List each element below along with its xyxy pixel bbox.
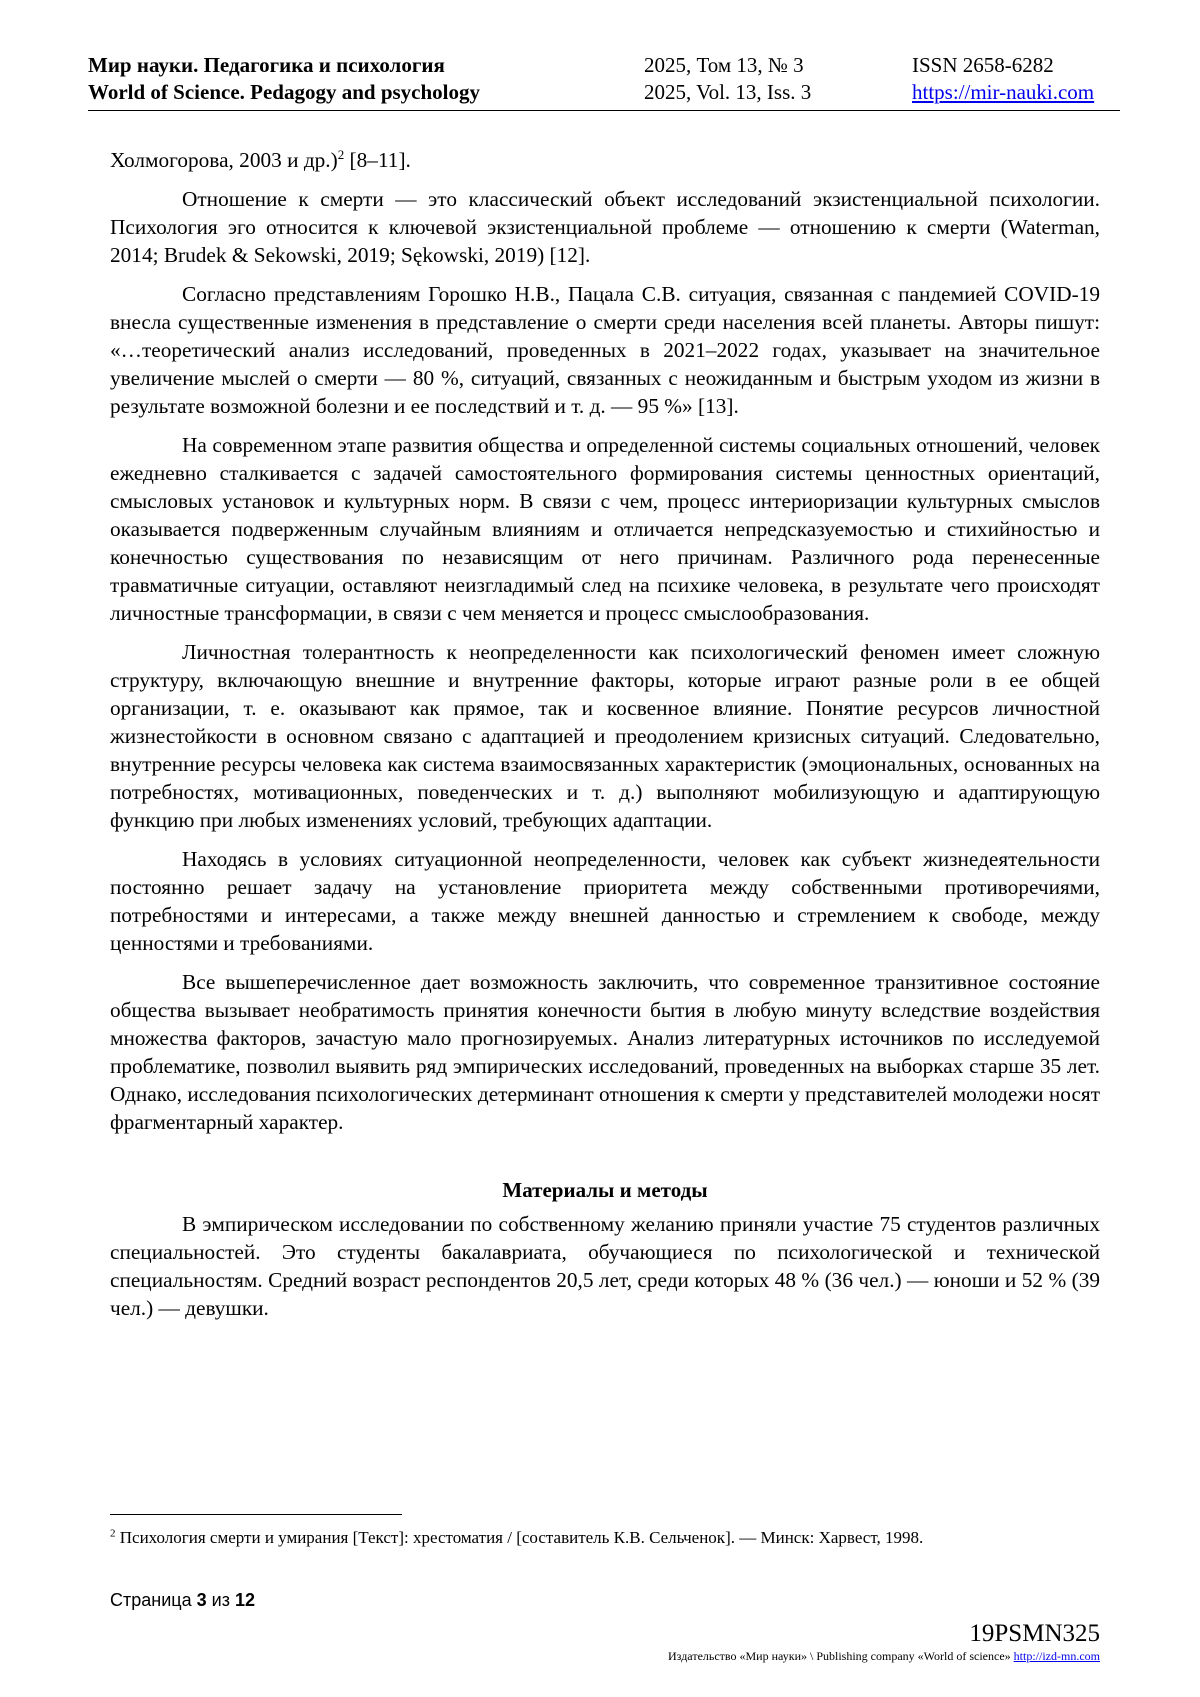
publisher-line [668, 1649, 1100, 1664]
paragraph: Все вышеперечисленное дает возможность заключить, что современное транзитивное состояние общества вызывает необратимость принятия конечности бытия в любую минуту вследствие воздействия множества факторов, зачастую мало прогнозируемых. Анализ литературных источников по исследуемой проблематике, позволил выявить ряд эмпирических исследований, проведенных на выборках старше 35 лет. Однако, исследования психологических детерминант отношения к смерти у представителей молодежи носят фрагментарный характер. [110, 970, 1100, 1134]
article-code: 19PSMN325 [969, 1620, 1100, 1647]
page-current: 3 [196, 1590, 207, 1610]
page-label: Страница [110, 1590, 192, 1610]
paragraph: Отношение к смерти — это классический объект исследований экзистенциальной психологии. Психология эго относится к ключевой экзистенциальной проблеме — отношению к смерти (Waterman, 2014; Brudek & Sekowski, 2019; Sękowski, 2019) [12]. [110, 187, 1100, 267]
footnote-text: Психология смерти и умирания [Текст]: хрестоматия / [составитель К.В. Сельченок]. — Минск: Харвест, 1998. [115, 1528, 924, 1547]
footnote [110, 1527, 1100, 1549]
issn: ISSN 2658-6282 [912, 53, 1054, 77]
page-total: 12 [234, 1590, 255, 1610]
journal-header [88, 52, 1120, 111]
paragraph: Находясь в условиях ситуационной неопределенности, человек как субъект жизнедеятельности постоянно решает задачу на установление приоритета между собственными противоречиями, потребностями и интересами, а также между внешней данностью и стремлением к свободе, между ценностями и требованиями. [110, 847, 1100, 955]
journal-url-link[interactable]: https://mir-nauki.com [912, 80, 1095, 104]
paragraph: На современном этапе развития общества и определенной системы социальных отношений, человек ежедневно сталкивается с задачей самостоятельного формирования системы ценностных ориентаций, смысловых установок и культурных норм. В связи с чем, процесс интериоризации культурных смыслов оказывается подверженным случайным влияниям и отличается непредсказуемостью и стихийностью и конечностью существования по независящим от него причинам. Различного рода перенесенные травматичные ситуации, оставляют неизгладимый след на психике человека, в результате чего происходят личностные трансформации, в связи с чем меняется и процесс смыслообразования. [110, 433, 1100, 625]
issue-info [644, 52, 811, 106]
footnote-divider [110, 1514, 402, 1515]
paragraph: Личностная толерантность к неопределенности как психологический феномен имеет сложную структуру, включающую внешние и внутренние факторы, которые играют разные роли в ее общей организации, т. е. оказывают как прямое, так и косвенное влияние. Понятие ресурсов личностной жизнестойкости в основном связано с адаптацией и преодолением кризисных ситуаций. Следовательно, внутренние ресурсы человека как система взаимосвязанных характеристик (эмоциональных, основанных на потребностях, мотивационных, поведенческих и т. д.) выполняют мобилизующую и адаптирующую функцию при любых изменениях условий, требующих адаптации. [110, 640, 1100, 832]
issue-ru: 2025, Том 13, № 3 [644, 53, 804, 77]
paragraph-continuation [110, 146, 1100, 174]
paragraph: Согласно представлениям Горошко Н.В., Пацала С.В. ситуация, связанная с пандемией COVID-19 внесла существенные изменения в представление о смерти среди населения всей планеты. Авторы пишут: «…теоретический анализ исследований, проведенных в 2021–2022 годах, указывает на значительное увеличение мыслей о смерти — 80 %, ситуаций, связанных с неожиданным и быстрым уходом из жизни в результате возможной болезни и ее последствий и т. д. — 95 %» [13]. [110, 282, 1100, 418]
issue-en: 2025, Vol. 13, Iss. 3 [644, 80, 812, 104]
paragraph-continuation-text: Холмогорова, 2003 и др.) [110, 148, 338, 172]
publisher-url-link[interactable]: http://izd-mn.com [1013, 1649, 1100, 1663]
article-body [110, 146, 1100, 1333]
page-number [110, 1590, 255, 1611]
issn-block [912, 52, 1094, 106]
paragraph-continuation-tail: [8–11]. [344, 148, 411, 172]
paragraph: В эмпирическом исследовании по собственному желанию приняли участие 75 студентов различных специальностей. Это студенты бакалавриата, обучающиеся по психологической и технической специальностям. Средний возраст респондентов 20,5 лет, среди которых 48 % (36 чел.) — юноши и 52 % (39 чел.) — девушки. [110, 1212, 1100, 1320]
publisher-text: Издательство «Мир науки» \ Publishing company «World of science» [668, 1649, 1014, 1663]
journal-title-ru: Мир науки. Педагогика и психология [88, 53, 445, 77]
footnote-ref[interactable]: 2 [337, 146, 345, 162]
journal-title [88, 52, 480, 106]
page-of: из [211, 1590, 230, 1610]
footnote-marker: 2 [110, 1527, 116, 1540]
section-heading: Материалы и методы [502, 1178, 708, 1202]
journal-title-en: World of Science. Pedagogy and psychology [88, 80, 481, 104]
